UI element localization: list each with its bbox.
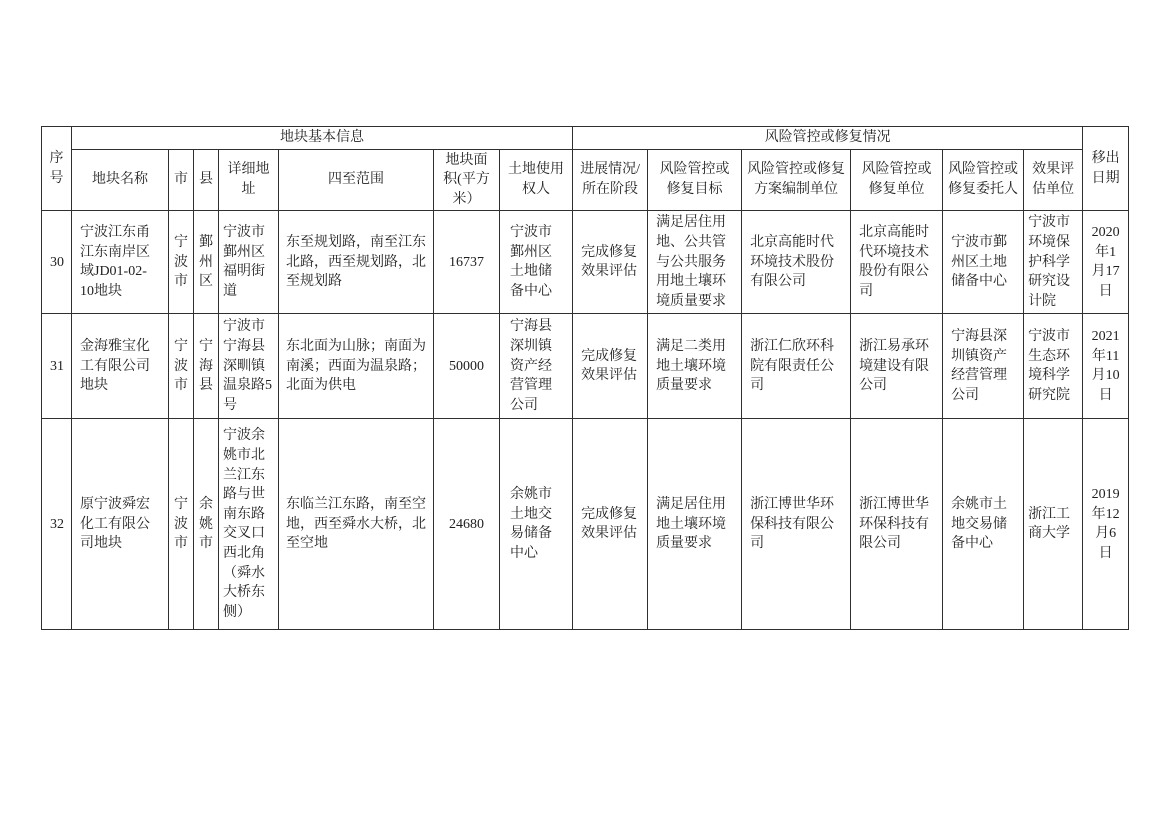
cell-area: 50000 — [434, 314, 500, 419]
col-header-stage: 进展情况/所在阶段 — [573, 149, 648, 211]
cell-land-user: 余姚市土地交易储备中心 — [500, 419, 573, 630]
table-row — [42, 314, 1129, 419]
cell-serial: 31 — [42, 314, 72, 419]
col-header-removal-date: 移出日期 — [1083, 127, 1129, 211]
col-header-client: 风险管控或修复委托人 — [943, 149, 1024, 211]
table-row — [42, 419, 1129, 630]
cell-removal-date: 2019年12月6日 — [1083, 419, 1129, 630]
cell-client: 宁波市鄞州区土地储备中心 — [943, 211, 1024, 314]
cell-parcel-name: 宁波江东甬江东南岸区域JD01-02-10地块 — [72, 211, 169, 314]
cell-client: 余姚市土地交易储备中心 — [943, 419, 1024, 630]
cell-parcel-name: 原宁波舜宏化工有限公司地块 — [72, 419, 169, 630]
cell-boundaries: 东临兰江东路，南至空地，西至舜水大桥，北至空地 — [279, 419, 434, 630]
col-header-repair-unit: 风险管控或修复单位 — [851, 149, 943, 211]
cell-stage: 完成修复效果评估 — [573, 419, 648, 630]
cell-boundaries: 东北面为山脉；南面为南溪；西面为温泉路；北面为供电 — [279, 314, 434, 419]
parcel-table — [41, 126, 1129, 630]
cell-repair-unit: 浙江易承环境建设有限公司 — [851, 314, 943, 419]
cell-city: 宁波市 — [169, 211, 194, 314]
cell-land-user: 宁波市鄞州区土地储备中心 — [500, 211, 573, 314]
cell-area: 16737 — [434, 211, 500, 314]
cell-repair-unit: 浙江博世华环保科技有限公司 — [851, 419, 943, 630]
cell-land-user: 宁海县深圳镇资产经营管理公司 — [500, 314, 573, 419]
col-header-area: 地块面积(平方米） — [434, 149, 500, 211]
cell-plan-unit: 浙江仁欣环科院有限责任公司 — [742, 314, 851, 419]
col-header-assess-unit: 效果评估单位 — [1024, 149, 1083, 211]
col-header-serial: 序号 — [42, 127, 72, 211]
cell-serial: 32 — [42, 419, 72, 630]
cell-city: 宁波市 — [169, 314, 194, 419]
col-header-address: 详细地址 — [219, 149, 279, 211]
cell-serial: 30 — [42, 211, 72, 314]
col-header-city: 市 — [169, 149, 194, 211]
cell-goal: 满足居住用地、公共管与公共服务用地土壤环境质量要求 — [648, 211, 742, 314]
col-header-goal: 风险管控或修复目标 — [648, 149, 742, 211]
cell-plan-unit: 北京高能时代环境技术股份有限公司 — [742, 211, 851, 314]
cell-assess-unit: 宁波市环境保护科学研究设计院 — [1024, 211, 1083, 314]
cell-goal: 满足二类用地土壤环境质量要求 — [648, 314, 742, 419]
table-row — [42, 211, 1129, 314]
header-columns-row — [42, 149, 1129, 211]
cell-city: 宁波市 — [169, 419, 194, 630]
cell-stage: 完成修复效果评估 — [573, 314, 648, 419]
cell-removal-date: 2021年11月10日 — [1083, 314, 1129, 419]
group-header-risk-control: 风险管控或修复情况 — [573, 127, 1083, 150]
col-header-boundaries: 四至范围 — [279, 149, 434, 211]
cell-parcel-name: 金海雅宝化工有限公司地块 — [72, 314, 169, 419]
group-header-basic-info: 地块基本信息 — [72, 127, 573, 150]
col-header-land-user: 土地使用权人 — [500, 149, 573, 211]
cell-assess-unit: 浙江工商大学 — [1024, 419, 1083, 630]
col-header-county: 县 — [194, 149, 219, 211]
cell-client: 宁海县深圳镇资产经营管理公司 — [943, 314, 1024, 419]
col-header-parcel-name: 地块名称 — [72, 149, 169, 211]
cell-county: 余姚市 — [194, 419, 219, 630]
cell-address: 宁波市鄞州区福明街道 — [219, 211, 279, 314]
cell-assess-unit: 宁波市生态环境科学研究院 — [1024, 314, 1083, 419]
cell-address: 宁波余姚市北兰江东路与世南东路交叉口西北角（舜水大桥东侧） — [219, 419, 279, 630]
cell-goal: 满足居住用地土壤环境质量要求 — [648, 419, 742, 630]
cell-stage: 完成修复效果评估 — [573, 211, 648, 314]
cell-plan-unit: 浙江博世华环保科技有限公司 — [742, 419, 851, 630]
cell-boundaries: 东至规划路，南至江东北路，西至规划路，北至规划路 — [279, 211, 434, 314]
cell-address: 宁波市宁海县深甽镇温泉路5号 — [219, 314, 279, 419]
header-group-row — [42, 127, 1129, 150]
cell-removal-date: 2020年1月17日 — [1083, 211, 1129, 314]
cell-county: 宁海县 — [194, 314, 219, 419]
cell-repair-unit: 北京高能时代环境技术股份有限公司 — [851, 211, 943, 314]
cell-area: 24680 — [434, 419, 500, 630]
col-header-plan-unit: 风险管控或修复方案编制单位 — [742, 149, 851, 211]
cell-county: 鄞州区 — [194, 211, 219, 314]
